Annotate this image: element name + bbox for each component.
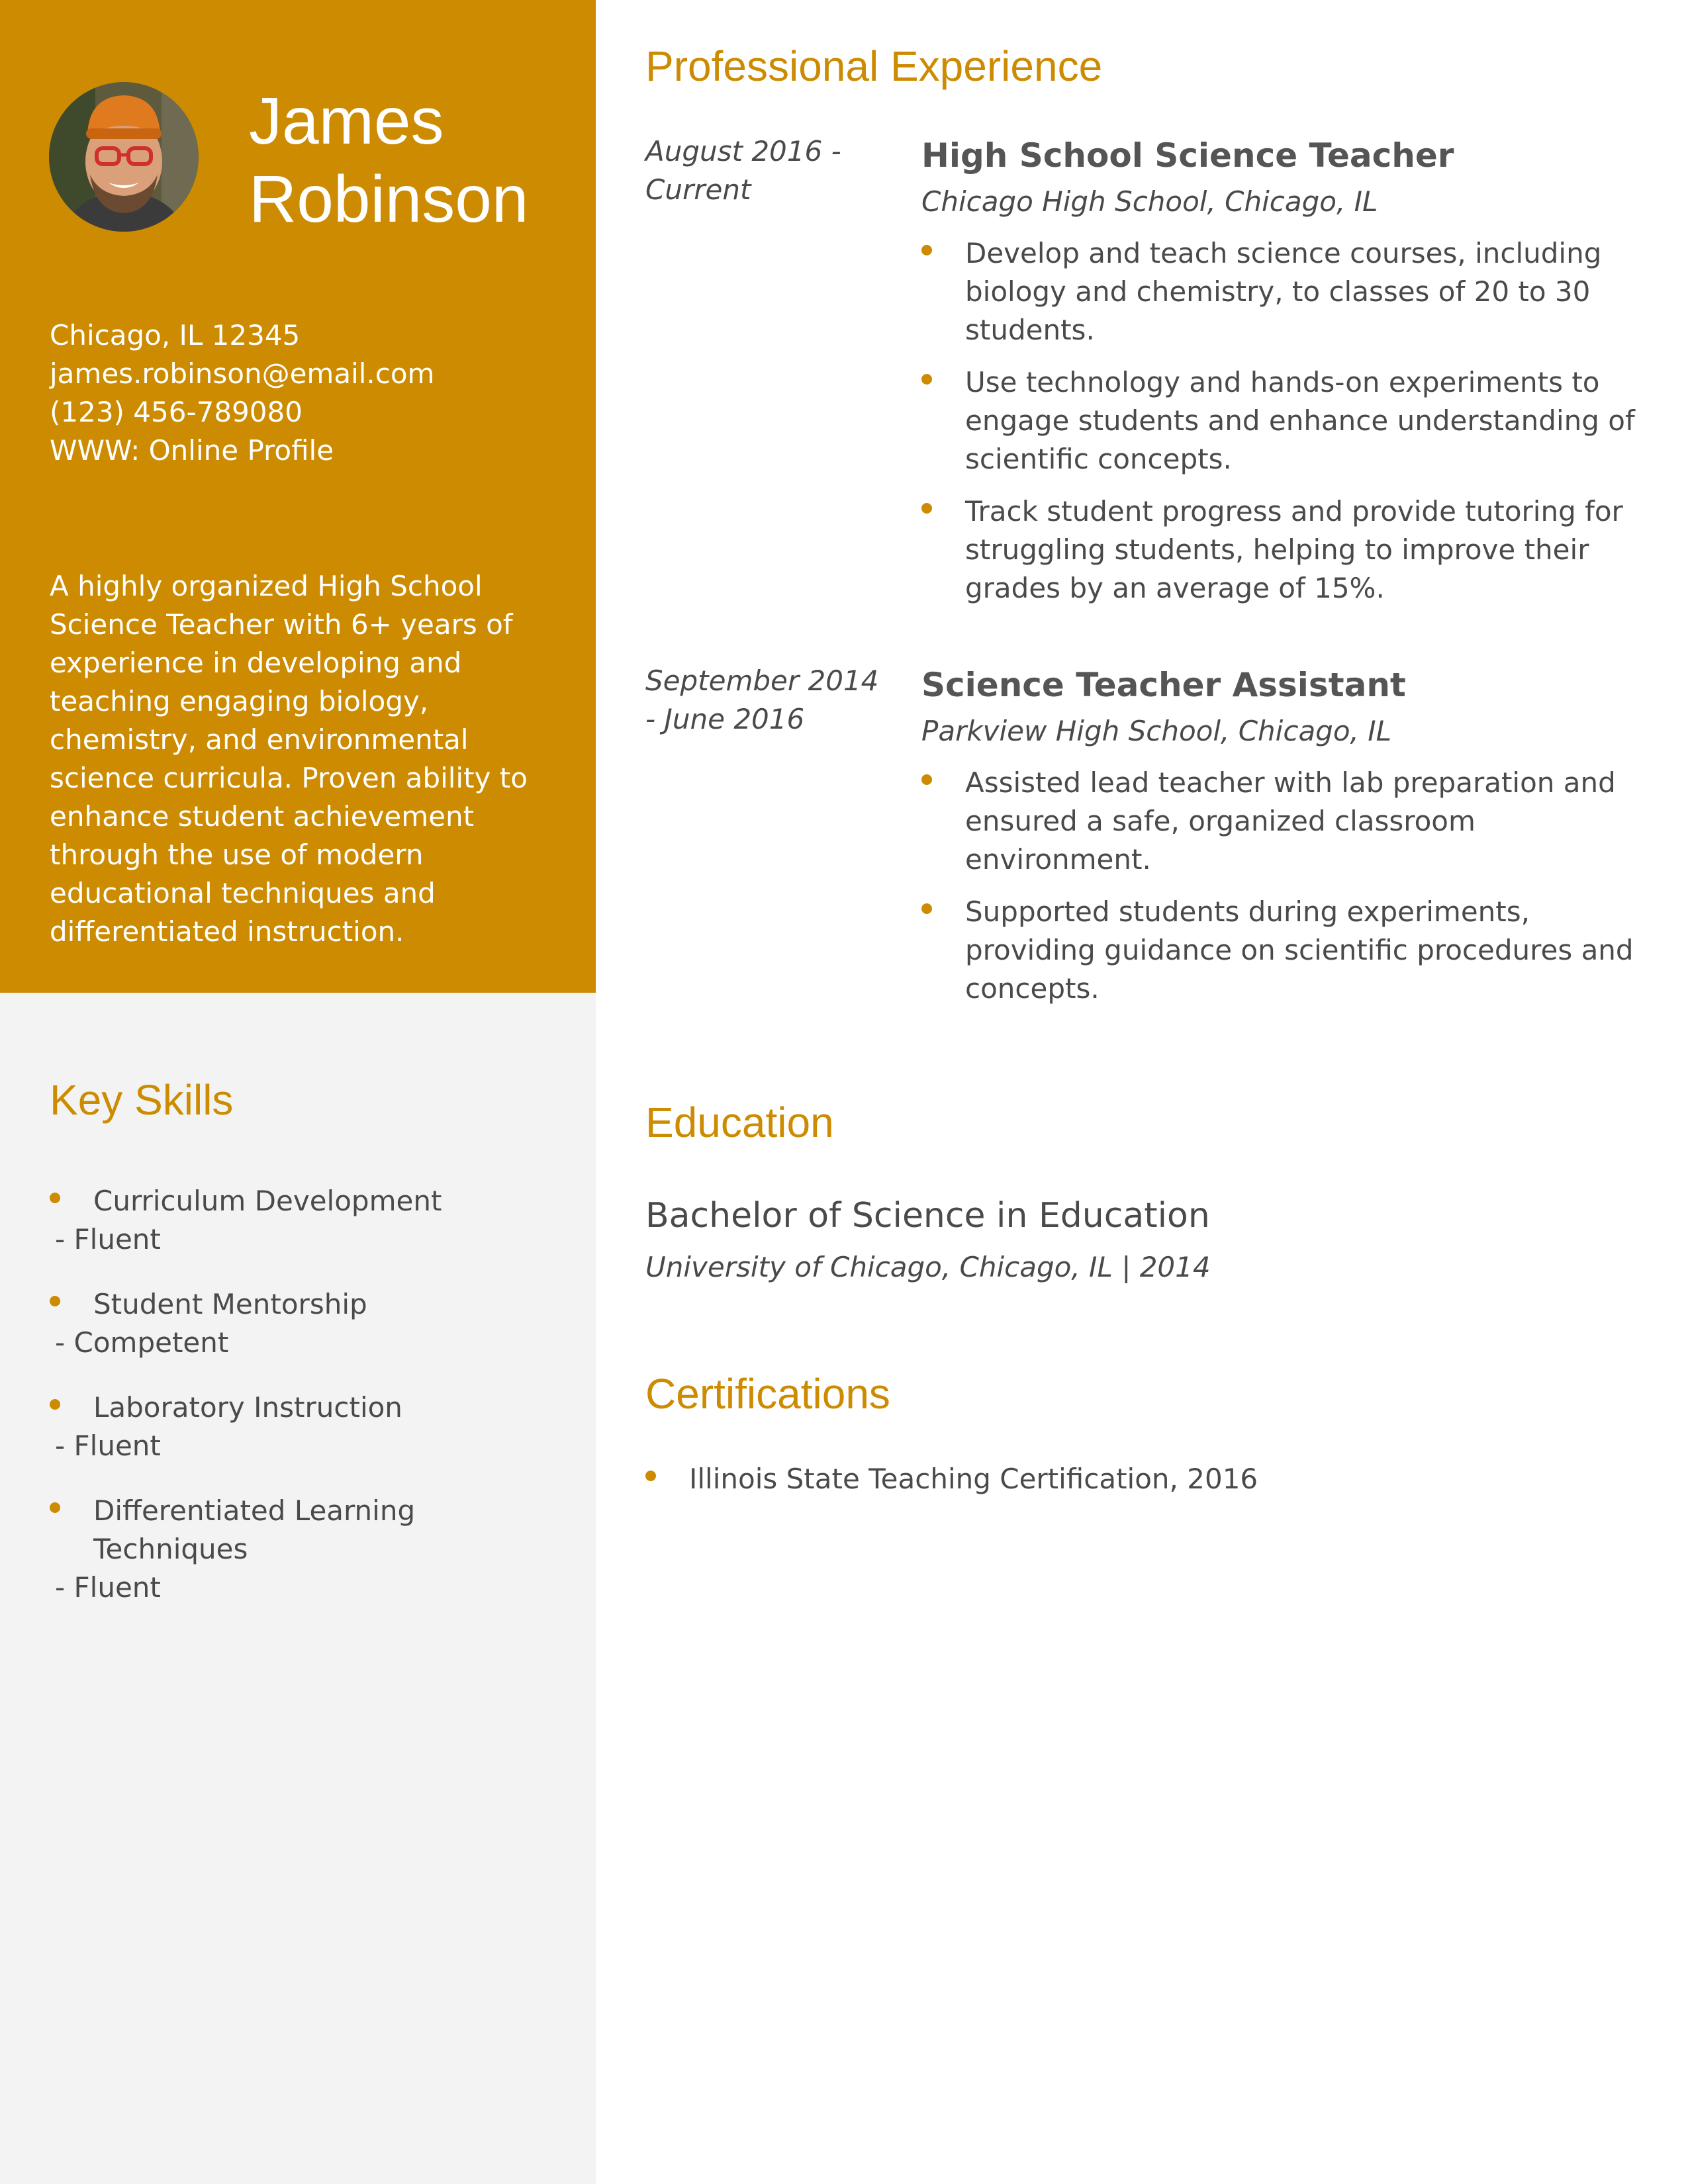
bullet-dot-icon	[921, 903, 932, 914]
bullet-dot-icon	[50, 1502, 60, 1513]
job-body	[921, 132, 1650, 621]
list-item: Assisted lead teacher with lab preparation and ensured a safe, organized classroom environment.	[921, 764, 1650, 879]
job-company: Parkview High School, Chicago, IL	[921, 715, 1392, 747]
skill-level: - Fluent	[55, 1430, 161, 1462]
list-item: Illinois State Teaching Certification, 2016	[645, 1460, 1638, 1498]
skill-name: Laboratory Instruction	[93, 1391, 402, 1424]
sidebar-header	[0, 0, 596, 993]
list-item: Develop and teach science courses, including biology and chemistry, to classes of 20 to 30 students.	[921, 234, 1650, 349]
skill-item	[50, 1388, 566, 1465]
bullet-dot-icon	[50, 1193, 60, 1203]
person-photo-icon	[49, 82, 199, 232]
job-date: September 2014 - June 2016	[645, 664, 879, 735]
bullet-dot-icon	[921, 245, 932, 255]
bullet-dot-icon	[921, 503, 932, 514]
contact-email[interactable]: james.robinson@email.com	[50, 357, 435, 390]
skill-name: Curriculum Development	[93, 1185, 442, 1217]
certifications-heading: Certifications	[645, 1370, 890, 1418]
avatar	[49, 82, 199, 232]
last-name: Robinson	[249, 162, 529, 236]
job-bullets	[921, 764, 1650, 1008]
contact-phone[interactable]: (123) 456-789080	[50, 396, 303, 428]
skill-item	[50, 1182, 566, 1259]
contact-website[interactable]: WWW: Online Profile	[50, 434, 334, 467]
list-item: Use technology and hands-on experiments to engage students and enhance understanding of scientific concepts.	[921, 363, 1650, 478]
school: University of Chicago, Chicago, IL | 2014	[645, 1251, 1211, 1283]
contact-info	[50, 316, 566, 470]
experience-heading: Professional Experience	[645, 42, 1103, 90]
profile-summary: A highly organized High School Science Teacher with 6+ years of experience in developing and teaching engaging biology, chemistry, and environmental science curricula. Proven ability to enhance student achievement through the use of modern educational techniques and differentiated instruction.	[50, 570, 528, 948]
sidebar	[0, 0, 596, 2184]
list-item: Supported students during experiments, providing guidance on scientific procedures and concepts.	[921, 893, 1650, 1008]
job-date: August 2016 - Current	[645, 135, 841, 206]
education-heading: Education	[645, 1099, 834, 1146]
bullet-dot-icon	[921, 774, 932, 785]
skill-level: - Competent	[55, 1326, 229, 1359]
contact-location: Chicago, IL 12345	[50, 319, 301, 351]
certifications-list	[645, 1460, 1638, 1512]
skill-name: Differentiated Learning Techniques	[93, 1494, 416, 1565]
skill-name: Student Mentorship	[93, 1288, 367, 1320]
job-bullets	[921, 234, 1650, 608]
job-body	[921, 662, 1650, 1022]
skills-heading: Key Skills	[50, 1076, 234, 1124]
bullet-dot-icon	[50, 1296, 60, 1306]
bullet-dot-icon	[50, 1399, 60, 1410]
job-title: Science Teacher Assistant	[921, 666, 1406, 704]
skill-item	[50, 1285, 566, 1362]
candidate-name	[249, 82, 580, 238]
skills-list	[50, 1182, 566, 1633]
bullet-dot-icon	[921, 374, 932, 385]
skill-level: - Fluent	[55, 1571, 161, 1604]
first-name: James	[249, 84, 444, 158]
job-title: High School Science Teacher	[921, 136, 1454, 175]
skill-level: - Fluent	[55, 1223, 161, 1255]
degree: Bachelor of Science in Education	[645, 1196, 1210, 1236]
bullet-dot-icon	[645, 1471, 656, 1481]
skill-item	[50, 1492, 566, 1607]
list-item: Track student progress and provide tutoring for struggling students, helping to improve their grades by an average of 15%.	[921, 492, 1650, 608]
job-company: Chicago High School, Chicago, IL	[921, 185, 1378, 218]
